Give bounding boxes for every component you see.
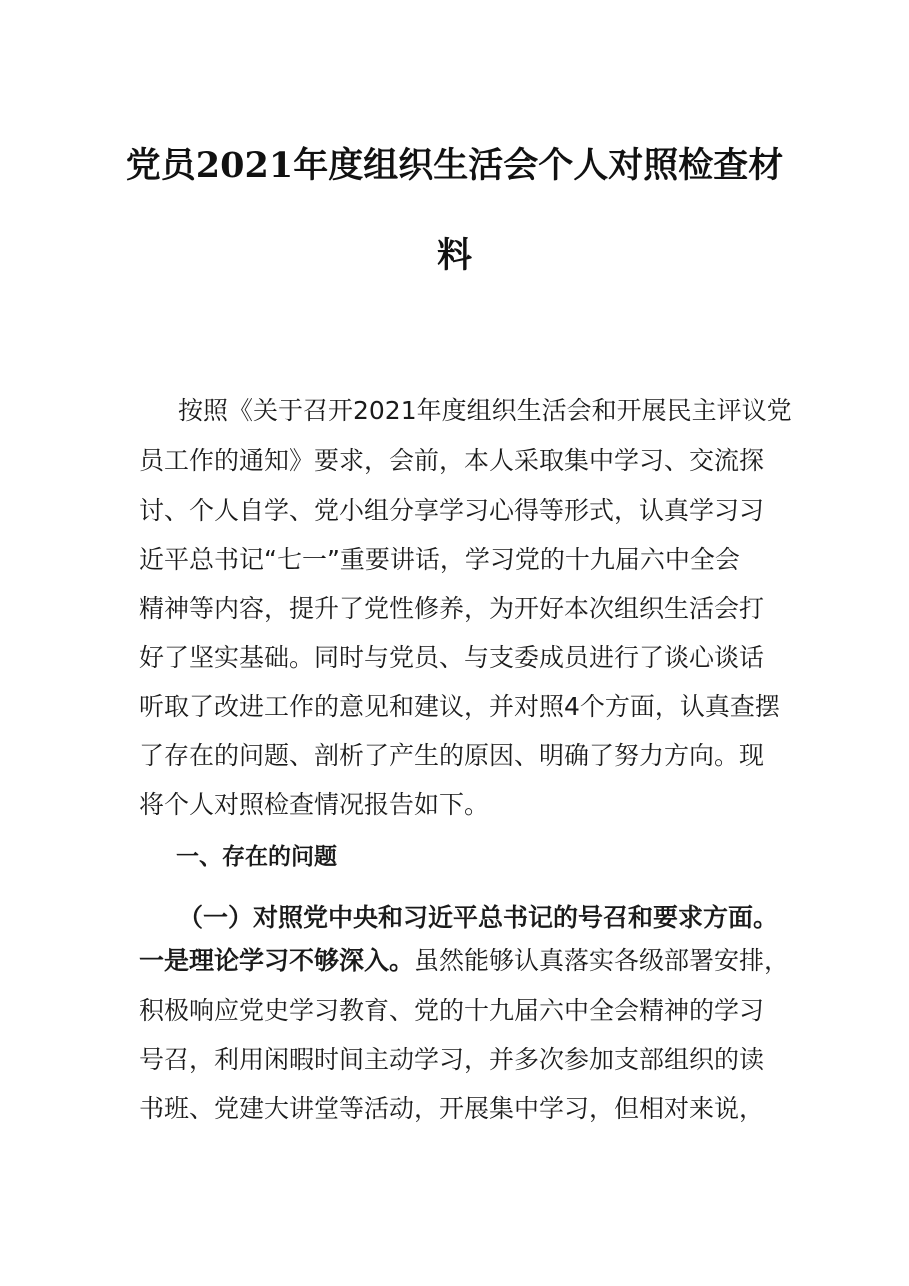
point-bold-lead: 一是理论学习不够深入。 — [139, 946, 415, 975]
intro-line: 将个人对照检查情况报告如下。 — [139, 790, 490, 819]
section-heading: 一、存在的问题 — [176, 844, 337, 870]
body-line: 书班、党建大讲堂等活动，开展集中学习，但相对来说， — [139, 1094, 765, 1123]
body-line: 号召，利用闲暇时间主动学习，并多次参加支部组织的读 — [139, 1045, 765, 1074]
document-title-line-2: 料 — [436, 235, 472, 276]
point-text: 虽然能够认真落实各级部署安排， — [414, 946, 790, 975]
intro-line: 员工作的通知》要求，会前，本人采取集中学习、交流探 — [139, 446, 765, 475]
point-line — [139, 946, 789, 976]
intro-line: 了存在的问题、剖析了产生的原因、明确了努力方向。现 — [139, 741, 765, 770]
intro-line: 讨、个人自学、党小组分享学习心得等形式，认真学习习 — [139, 496, 765, 525]
subsection-heading: （一）对照党中央和习近平总书记的号召和要求方面。 — [178, 903, 779, 932]
body-line: 积极响应党史学习教育、党的十九届六中全会精神的学习 — [139, 996, 765, 1025]
document-title-line-1: 党员2021年度组织生活会个人对照检查材 — [125, 145, 784, 186]
intro-line: 听取了改进工作的意见和建议，并对照4个方面，认真查摆 — [139, 692, 780, 721]
intro-line: 按照《关于召开2021年度组织生活会和开展民主评议党 — [178, 396, 792, 425]
intro-line: 近平总书记“七一”重要讲话，学习党的十九届六中全会 — [139, 545, 740, 574]
intro-line: 好了坚实基础。同时与党员、与支委成员进行了谈心谈话 — [139, 643, 765, 672]
intro-line: 精神等内容，提升了党性修养，为开好本次组织生活会打 — [139, 594, 765, 623]
